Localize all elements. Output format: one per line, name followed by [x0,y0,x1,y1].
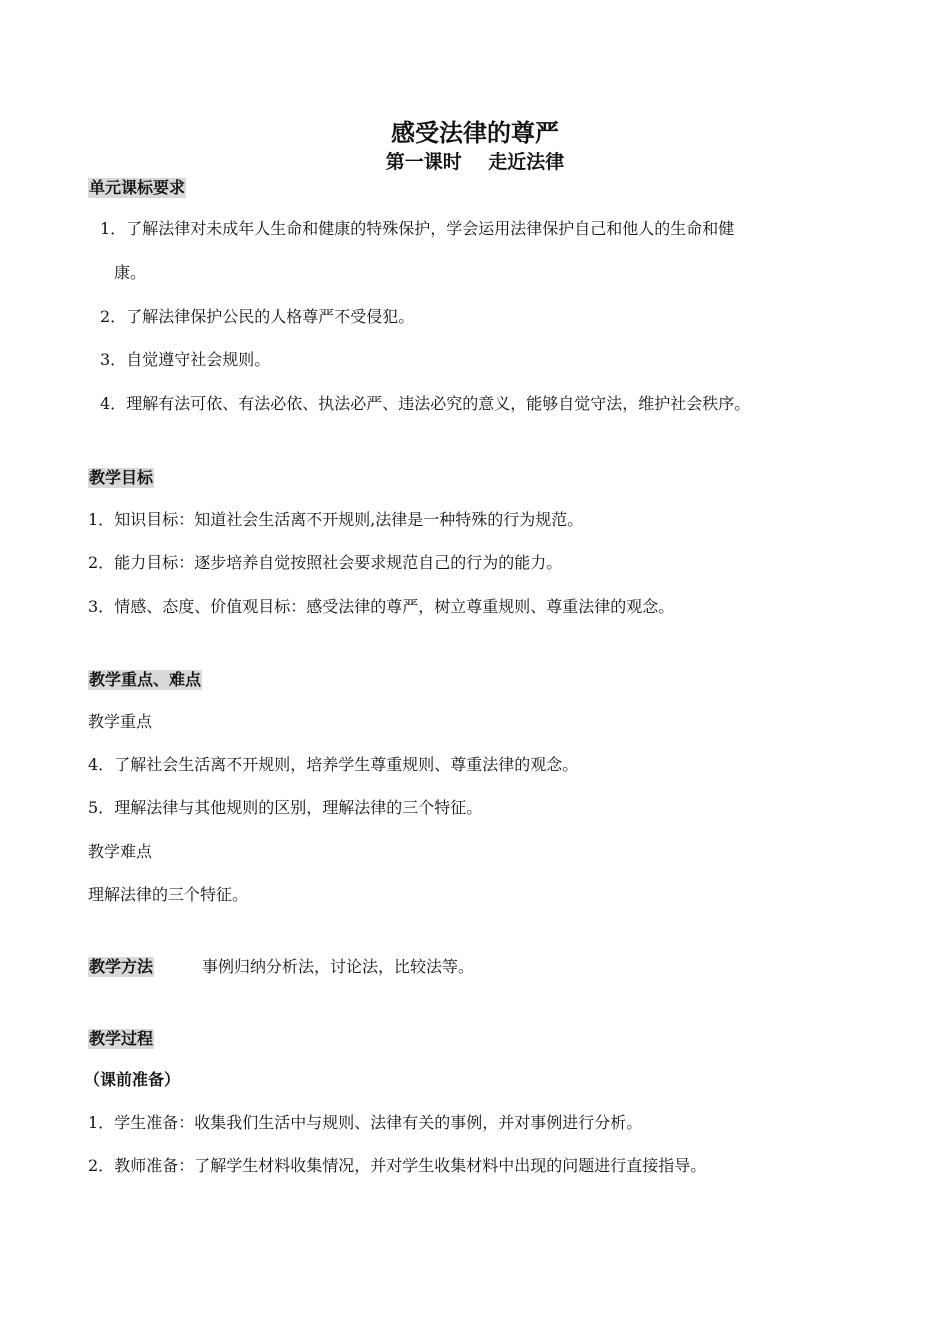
unit-requirements-heading: 单元课标要求 [89,178,186,197]
item-text: 理解法律与其他规则的区别，理解法律的三个特征。 [114,798,483,817]
teaching-goal-item [88,509,583,531]
item-text: 知识目标：知道社会生活离不开规则,法律是一种特殊的行为规范。 [114,510,584,529]
document-subtitle: 第一课时 走近法律 [385,151,565,173]
item-number: 2． [88,1156,115,1175]
item-text: 能力目标：逐步培养自觉按照社会要求规范自己的行为的能力。 [114,553,563,572]
unit-requirement-item [100,218,734,240]
unit-requirement-item [100,349,270,371]
item-number: 3． [88,597,115,616]
item-number: 5． [88,798,115,817]
item-text: 教师准备：了解学生材料收集情况，并对学生收集材料中出现的问题进行直接指导。 [114,1156,707,1175]
difficulty-label: 教学难点 [88,842,153,861]
methods-heading: 教学方法 [89,957,154,976]
item-text: 了解法律对未成年人生命和健康的特殊保护，学会运用法律保护自己和他人的生命和健 [126,219,735,238]
process-item [88,1155,706,1177]
teaching-goal-item [88,596,674,618]
item-text: 了解社会生活离不开规则，培养学生尊重规则、尊重法律的观念。 [114,755,579,774]
item-number: 3． [100,350,127,369]
teaching-goal-item [88,552,562,574]
item-number: 2． [100,307,127,326]
item-number: 1． [88,510,115,529]
document-title: 感受法律的尊严 [391,119,559,147]
unit-requirement-item [100,393,750,415]
item-text: 情感、态度、价值观目标：感受法律的尊严，树立尊重规则、尊重法律的观念。 [114,597,675,616]
focus-item [88,797,482,819]
methods-text: 事例归纳分析法，讨论法，比较法等。 [202,957,475,976]
process-heading: 教学过程 [89,1029,154,1048]
difficulty-text: 理解法律的三个特征。 [88,885,249,904]
focus-label: 教学重点 [88,712,153,731]
item-number: 4． [100,394,127,413]
item-number: 4． [88,755,115,774]
item-number: 2． [88,553,115,572]
item-number: 1． [88,1113,115,1132]
item-text: 学生准备：收集我们生活中与规则、法律有关的事例，并对事例进行分析。 [114,1113,643,1132]
item-text: 自觉遵守社会规则。 [126,350,271,369]
focus-item [88,754,578,776]
item-number: 1． [100,219,127,238]
process-item [88,1112,642,1134]
item-text: 了解法律保护公民的人格尊严不受侵犯。 [126,307,415,326]
item-text: 理解有法可依、有法必依、执法必严、违法必究的意义，能够自觉守法，维护社会秩序。 [126,394,751,413]
key-points-heading: 教学重点、难点 [89,670,202,689]
unit-requirement-item-continuation: 康。 [114,263,147,282]
unit-requirement-item [100,306,414,328]
teaching-goals-heading: 教学目标 [89,468,154,487]
process-subheading: （课前准备） [84,1070,181,1089]
